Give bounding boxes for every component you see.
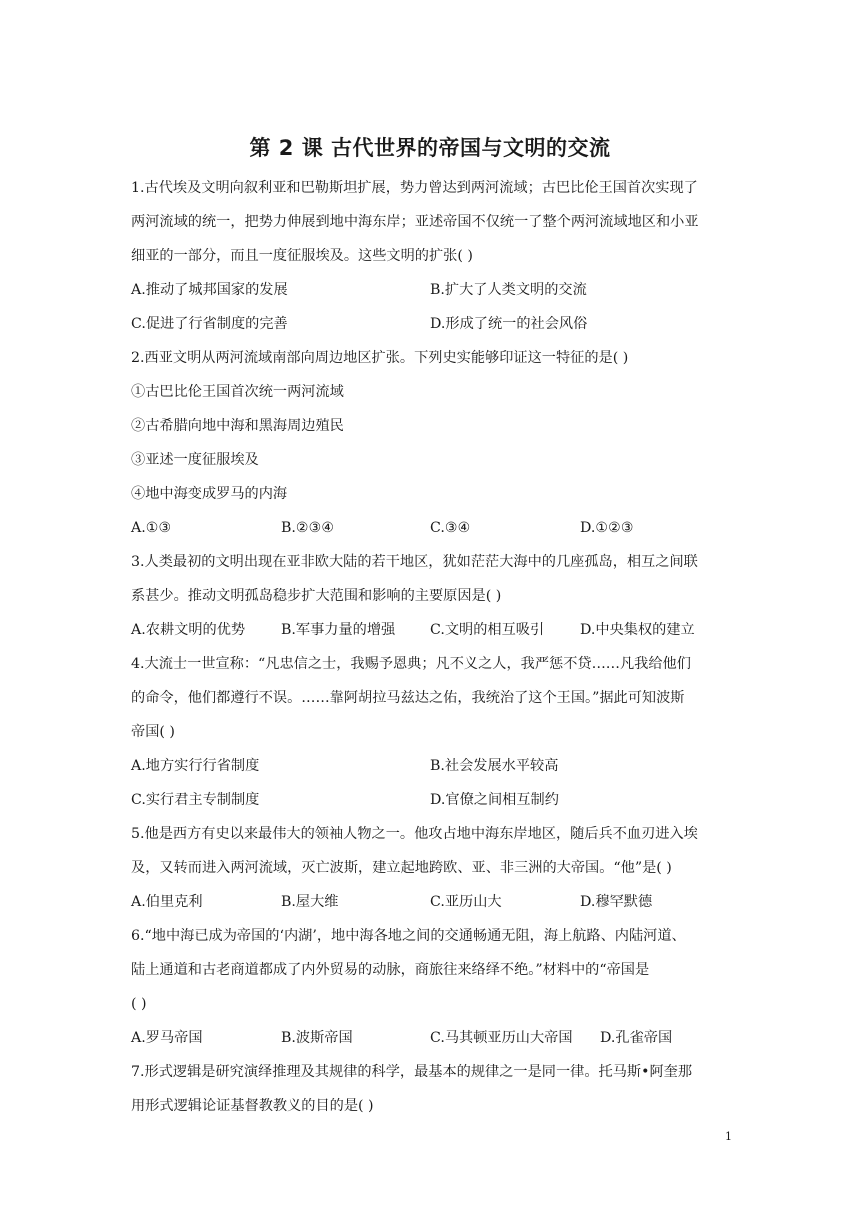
q6-stem-line-3: ( ) (131, 996, 147, 1012)
q4-option-d[interactable]: D.官僚之间相互制约 (430, 792, 559, 808)
q1-option-b[interactable]: B.扩大了人类文明的交流 (430, 282, 587, 298)
q6-stem-line-1: 6.“地中海已成为帝国的‘内湖’，地中海各地之间的交通畅通无阻，海上航路、内陆河道、 (131, 928, 686, 944)
q1-stem-line-1: 1.古代埃及文明向叙利亚和巴勒斯坦扩展，势力曾达到两河流域；古巴比伦王国首次实现了 (131, 180, 698, 196)
q5-stem-line-1: 5.他是西方有史以来最伟大的领袖人物之一。他攻占地中海东岸地区，随后兵不血刃进入埃 (131, 826, 698, 842)
q3-option-c[interactable]: C.文明的相互吸引 (430, 622, 545, 638)
q5-option-c[interactable]: C.亚历山大 (430, 894, 502, 910)
q5-option-d[interactable]: D.穆罕默德 (580, 894, 653, 910)
q2-option-a[interactable]: A.①③ (131, 520, 172, 536)
q3-option-d[interactable]: D.中央集权的建立 (580, 622, 695, 638)
page-number: 1 (725, 1130, 732, 1143)
q6-option-d[interactable]: D.孔雀帝国 (600, 1030, 673, 1046)
q1-stem-line-2: 两河流域的统一，把势力伸展到地中海东岸；亚述帝国不仅统一了整个两河流域地区和小亚 (131, 214, 699, 230)
q1-option-a[interactable]: A.推动了城邦国家的发展 (131, 282, 288, 298)
q2-item-3: ③亚述一度征服埃及 (131, 452, 259, 468)
q2-item-4: ④地中海变成罗马的内海 (131, 486, 288, 502)
q3-stem-line-2: 系甚少。推动文明孤岛稳步扩大范围和影响的主要原因是( ) (131, 588, 502, 604)
q5-option-a[interactable]: A.伯里克利 (131, 894, 203, 910)
page-title: 第 2 课 古代世界的帝国与文明的交流 (249, 136, 611, 160)
q3-option-a[interactable]: A.农耕文明的优势 (131, 622, 246, 638)
q7-stem-line-2: 用形式逻辑论证基督教教义的目的是( ) (131, 1098, 374, 1114)
q5-stem-line-2: 及，又转而进入两河流域，灭亡波斯，建立起地跨欧、亚、非三洲的大帝国。“他”是( ) (131, 860, 672, 876)
q3-option-b[interactable]: B.军事力量的增强 (281, 622, 396, 638)
q4-option-a[interactable]: A.地方实行行省制度 (131, 758, 260, 774)
q6-stem-line-2: 陆上通道和古老商道都成了内外贸易的动脉，商旅往来络绎不绝。”材料中的“帝国是 (131, 962, 650, 978)
q5-option-b[interactable]: B.屋大维 (281, 894, 339, 910)
q2-item-2: ②古希腊向地中海和黑海周边殖民 (131, 418, 344, 434)
q4-option-b[interactable]: B.社会发展水平较高 (430, 758, 559, 774)
q3-stem-line-1: 3.人类最初的文明出现在亚非欧大陆的若干地区，犹如茫茫大海中的几座孤岛，相互之间联 (131, 554, 698, 570)
q6-option-a[interactable]: A.罗马帝国 (131, 1030, 203, 1046)
q2-option-c[interactable]: C.③④ (430, 520, 471, 536)
q1-option-d[interactable]: D.形成了统一的社会风俗 (430, 316, 588, 332)
q1-option-c[interactable]: C.促进了行省制度的完善 (131, 316, 288, 332)
q4-stem-line-2: 的命令，他们都遵行不误。……靠阿胡拉马兹达之佑，我统治了这个王国。”据此可知波斯 (131, 690, 685, 706)
q6-option-c[interactable]: C.马其顿亚历山大帝国 (430, 1030, 573, 1046)
q4-stem-line-3: 帝国( ) (131, 724, 175, 740)
q7-stem-line-1: 7.形式逻辑是研究演绎推理及其规律的科学，最基本的规律之一是同一律。托马斯•阿奎那 (131, 1064, 693, 1080)
q6-option-b[interactable]: B.波斯帝国 (281, 1030, 353, 1046)
q2-option-d[interactable]: D.①②③ (580, 520, 634, 536)
q4-option-c[interactable]: C.实行君主专制制度 (131, 792, 260, 808)
q2-option-b[interactable]: B.②③④ (281, 520, 335, 536)
q1-stem-line-3: 细亚的一部分，而且一度征服埃及。这些文明的扩张( ) (131, 248, 473, 264)
q2-item-1: ①古巴比伦王国首次统一两河流域 (131, 384, 344, 400)
q2-stem-line-1: 2.西亚文明从两河流域南部向周边地区扩张。下列史实能够印证这一特征的是( ) (131, 350, 629, 366)
q4-stem-line-1: 4.大流士一世宣称：“凡忠信之士，我赐予恩典；凡不义之人，我严惩不贷……凡我给他们 (131, 656, 691, 672)
